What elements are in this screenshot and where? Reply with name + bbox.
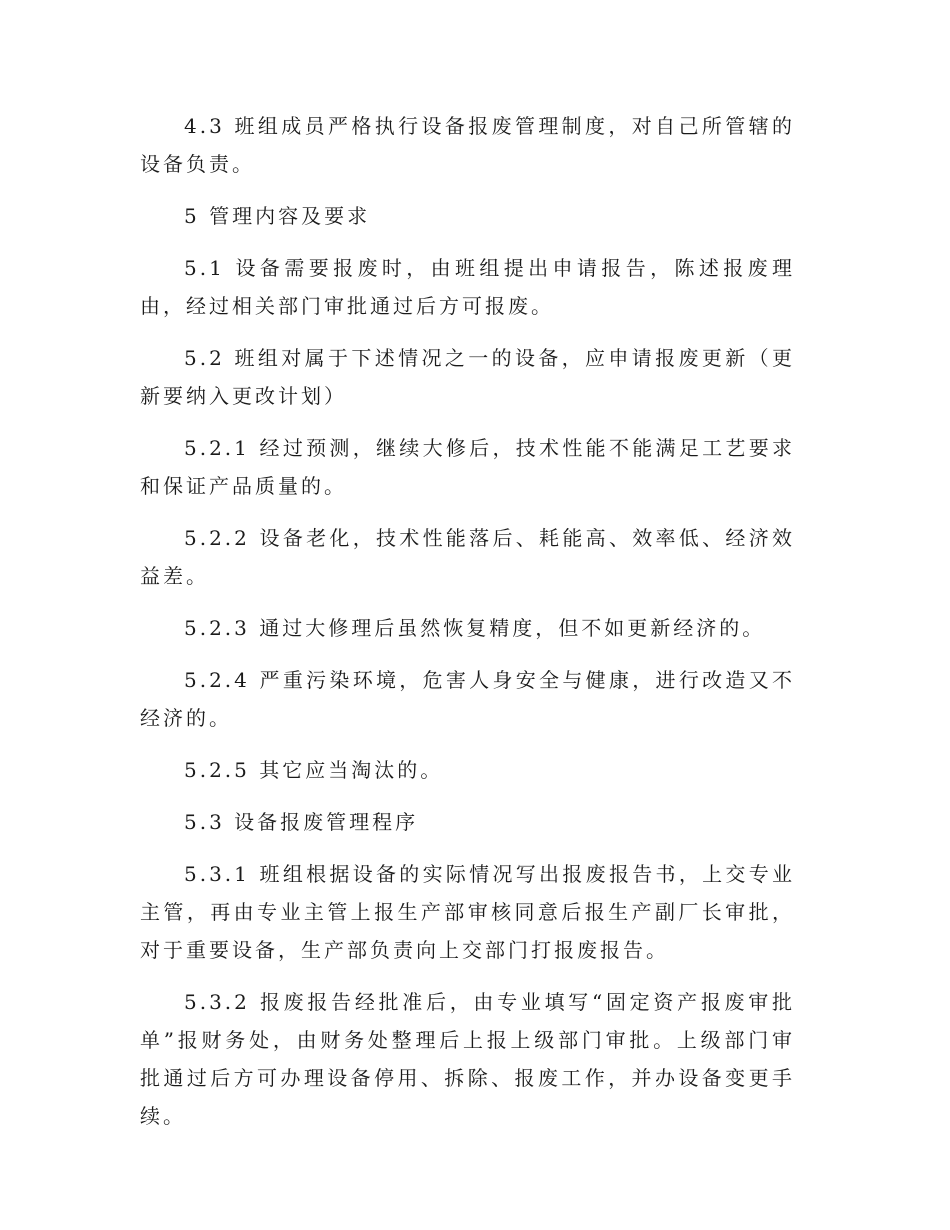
paragraph-5-2-5: 5.2.5 其它应当淘汰的。 bbox=[184, 758, 444, 782]
paragraph-5-1: 5.1 设备需要报废时，由班组提出申请报告，陈述报废理由，经过相关部门审批通过后方可报废。 bbox=[140, 256, 795, 318]
section-heading-5-3: 5.3 设备报废管理程序 bbox=[184, 810, 419, 834]
paragraph-5-2: 5.2 班组对属于下述情况之一的设备，应申请报废更新（更新要纳入更改计划） bbox=[140, 346, 795, 408]
section-heading-5: 5 管理内容及要求 bbox=[184, 204, 371, 228]
paragraph-5-2-1: 5.2.1 经过预测，继续大修后，技术性能不能满足工艺要求和保证产品质量的。 bbox=[140, 436, 795, 498]
paragraph-5-2-3: 5.2.3 通过大修理后虽然恢复精度，但不如更新经济的。 bbox=[184, 616, 766, 640]
paragraph-5-3-1: 5.3.1 班组根据设备的实际情况写出报废报告书，上交专业主管，再由专业主管上报生产部审核同意后报生产副厂长审批，对于重要设备，生产部负责向上交部门打报废报告。 bbox=[140, 862, 795, 962]
paragraph-5-3-2: 5.3.2 报废报告经批准后，由专业填写“固定资产报废审批单”报财务处，由财务处整理后上报上级部门审批。上级部门审批通过后方可办理设备停用、拆除、报废工作，并办设备变更手续。 bbox=[140, 990, 795, 1128]
paragraph-5-2-4: 5.2.4 严重污染环境，危害人身安全与健康，进行改造又不经济的。 bbox=[140, 668, 795, 730]
paragraph-4-3: 4.3 班组成员严格执行设备报废管理制度，对自己所管辖的设备负责。 bbox=[140, 114, 795, 176]
paragraph-5-2-2: 5.2.2 设备老化，技术性能落后、耗能高、效率低、经济效益差。 bbox=[140, 526, 795, 588]
